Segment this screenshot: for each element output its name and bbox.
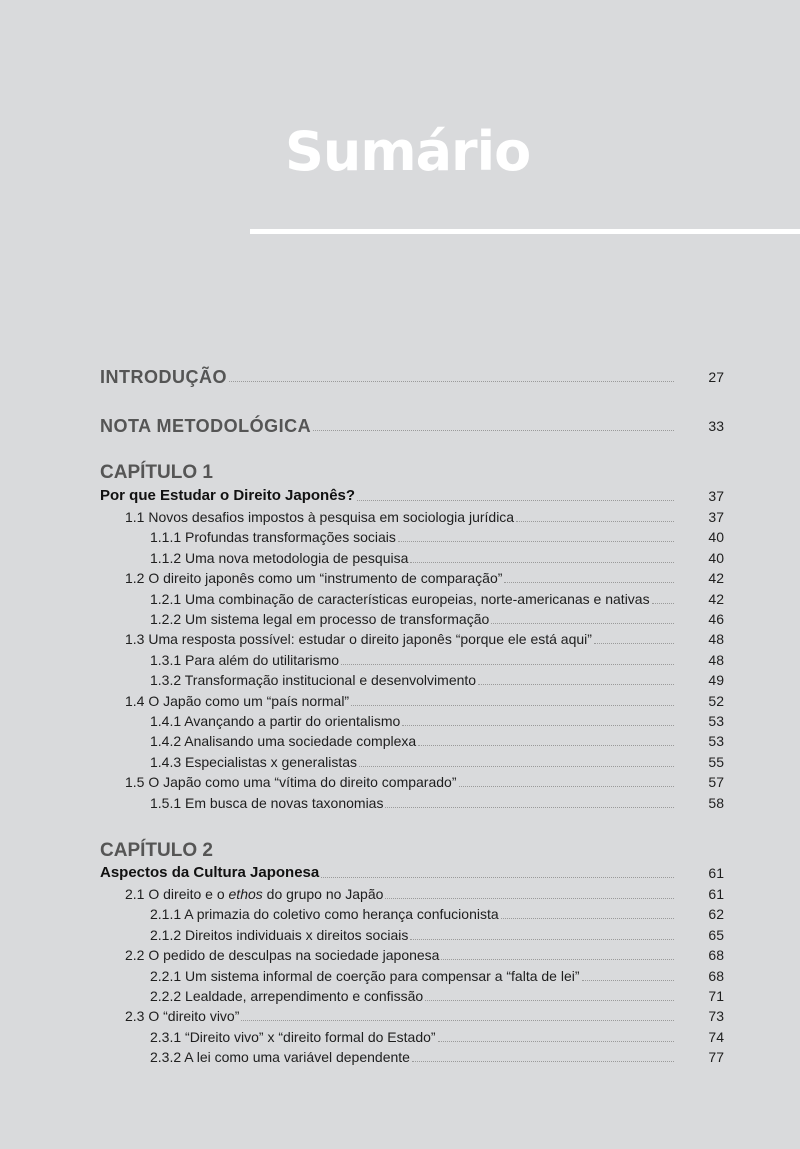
toc-entry-label: 2.2.2 Lealdade, arrependimento e confissão <box>150 988 424 1004</box>
toc-entry-label: 2.2 O pedido de desculpas na sociedade japonesa <box>125 947 440 964</box>
toc-entry[interactable] <box>100 628 724 648</box>
dot-leader <box>229 380 674 382</box>
dot-leader <box>359 765 674 767</box>
toc-entry-page: 40 <box>708 529 724 546</box>
dot-leader <box>313 429 674 431</box>
dot-leader <box>398 540 674 542</box>
dot-leader <box>501 917 674 919</box>
toc-entry[interactable] <box>100 985 724 1005</box>
toc-entry-page: 37 <box>708 488 724 504</box>
toc-entry-page: 42 <box>708 570 724 587</box>
toc-entry-page: 48 <box>708 631 724 648</box>
toc-entry-page: 42 <box>708 590 724 607</box>
toc-entry-page: 53 <box>708 713 724 729</box>
toc-entry[interactable] <box>100 965 724 985</box>
dot-leader <box>412 1060 674 1062</box>
toc-entry[interactable] <box>100 1005 724 1025</box>
toc-entry[interactable] <box>100 792 724 812</box>
toc-entry-label: 1.2 O direito japonês como um “instrumento de comparação” <box>125 570 503 587</box>
dot-leader <box>321 876 674 878</box>
dot-leader <box>582 979 674 981</box>
toc-entry[interactable] <box>100 1026 724 1046</box>
toc-entry-page: 62 <box>708 906 724 923</box>
toc-entry[interactable] <box>100 771 724 791</box>
toc-entry-page: 61 <box>708 865 724 881</box>
toc-entry-page: 46 <box>708 611 724 627</box>
dot-leader <box>385 806 674 808</box>
dot-leader <box>351 704 674 706</box>
toc-entry-label: 1.4.1 Avançando a partir do orientalismo <box>150 713 401 729</box>
dot-leader <box>652 602 674 604</box>
toc-entry-page: 33 <box>708 418 724 434</box>
chapter-title-entry[interactable] <box>100 485 724 505</box>
toc-entry[interactable] <box>100 588 724 608</box>
toc-entry-page: 40 <box>708 549 724 566</box>
dot-leader <box>478 683 674 685</box>
dot-leader <box>504 581 674 583</box>
toc-entry-label: 1.3.1 Para além do utilitarismo <box>150 651 340 668</box>
toc-entry-label: 1.5.1 Em busca de novas taxonomias <box>150 794 384 811</box>
dot-leader <box>385 897 674 899</box>
title-divider <box>250 229 800 234</box>
dot-leader <box>491 622 674 624</box>
toc-entry-page: 53 <box>708 733 724 750</box>
toc-entry[interactable] <box>100 649 724 669</box>
toc-entry-label: 1.4 O Japão como um “país normal” <box>125 692 350 709</box>
toc-entry-label: Por que Estudar o Direito Japonês? <box>100 487 356 504</box>
dot-leader <box>357 499 674 501</box>
dot-leader <box>418 744 674 746</box>
toc-entry-label: 1.5 O Japão como uma “vítima do direito comparado” <box>125 774 457 791</box>
dot-leader <box>410 561 674 563</box>
toc-entry-page: 37 <box>708 509 724 525</box>
dot-leader <box>341 663 674 665</box>
toc-entry[interactable] <box>100 526 724 546</box>
toc-entry-label: Aspectos da Cultura Japonesa <box>100 864 320 881</box>
page-title: Sumário <box>285 120 531 183</box>
toc-entry[interactable] <box>100 903 724 923</box>
toc-entry[interactable] <box>100 944 724 964</box>
toc-entry-label: 2.1 O direito e o ethos do grupo no Japão <box>125 886 384 902</box>
toc-entry[interactable] <box>100 547 724 567</box>
dot-leader <box>594 642 674 644</box>
toc-entry-page: 73 <box>708 1008 724 1025</box>
toc-entry[interactable] <box>100 751 724 771</box>
toc-entry-label: 1.4.2 Analisando uma sociedade complexa <box>150 733 417 750</box>
toc-entry-page: 55 <box>708 753 724 770</box>
dot-leader <box>441 958 674 960</box>
toc-entry-label: 1.2.1 Uma combinação de características europeias, norte-americanas e nativas <box>150 590 650 607</box>
toc-entry[interactable] <box>100 730 724 750</box>
toc-entry-page: 74 <box>708 1028 724 1045</box>
dot-leader <box>410 938 674 940</box>
toc-entry-page: 68 <box>708 947 724 964</box>
chapter-title-entry[interactable] <box>100 862 724 882</box>
toc-entry-page: 58 <box>708 794 724 811</box>
toc-entry-page: 61 <box>708 886 724 902</box>
toc-entry-label: 1.4.3 Especialistas x generalistas <box>150 753 357 770</box>
toc-entry-page: 27 <box>708 369 724 385</box>
toc-entry-page: 68 <box>708 967 724 984</box>
toc-entry-label: NOTA METODOLÓGICA <box>100 416 312 436</box>
toc-entry-label: 1.1.1 Profundas transformações sociais <box>150 529 396 546</box>
toc-entry[interactable] <box>100 669 724 689</box>
toc-entry-label: 2.1.2 Direitos individuais x direitos sociais <box>150 926 409 943</box>
toc-entry-label: INTRODUÇÃO <box>100 367 227 387</box>
toc-entry-label: 2.1.1 A primazia do coletivo como herança confucionista <box>150 906 499 923</box>
toc-entry-nota-metodologica[interactable] <box>100 415 724 435</box>
chapter-heading: CAPÍTULO 1 <box>100 462 213 483</box>
toc-entry-label: 2.3 O “direito vivo” <box>125 1008 240 1025</box>
chapter-heading: CAPÍTULO 2 <box>100 840 213 861</box>
dot-leader <box>241 1019 674 1021</box>
dot-leader <box>438 1040 674 1042</box>
toc-entry-label: 1.2.2 Um sistema legal em processo de transformação <box>150 611 490 627</box>
toc-entry-label: 1.1 Novos desafios impostos à pesquisa em sociologia jurídica <box>125 509 515 525</box>
toc-entry[interactable] <box>100 608 724 628</box>
toc-entry-label: 2.2.1 Um sistema informal de coerção para compensar a “falta de lei” <box>150 967 580 984</box>
toc-entry[interactable] <box>100 506 724 526</box>
toc-entry[interactable] <box>100 924 724 944</box>
dot-leader <box>402 724 674 726</box>
toc-entry-page: 57 <box>708 774 724 791</box>
toc-entry[interactable] <box>100 883 724 903</box>
toc-entry-page: 77 <box>708 1049 724 1066</box>
dot-leader <box>459 785 675 787</box>
toc-entry-introducao[interactable] <box>100 366 724 386</box>
dot-leader <box>516 520 674 522</box>
toc-entry-label: 1.3 Uma resposta possível: estudar o direito japonês “porque ele está aqui” <box>125 631 592 648</box>
toc-entry-page: 49 <box>708 672 724 689</box>
toc-entry-label: 2.3.2 A lei como uma variável dependente <box>150 1049 410 1066</box>
toc-entry-label: 1.1.2 Uma nova metodologia de pesquisa <box>150 549 409 566</box>
toc-entry-label: 1.3.2 Transformação institucional e desenvolvimento <box>150 672 477 689</box>
toc-entry-page: 71 <box>708 988 724 1004</box>
toc-entry-page: 65 <box>708 926 724 943</box>
toc-entry-page: 48 <box>708 651 724 668</box>
dot-leader <box>425 999 674 1001</box>
toc-entry[interactable] <box>100 567 724 587</box>
toc-entry[interactable] <box>100 1046 724 1066</box>
toc-entry-label: 2.3.1 “Direito vivo” x “direito formal do Estado” <box>150 1028 436 1045</box>
toc-entry-page: 52 <box>708 692 724 709</box>
toc-entry[interactable] <box>100 710 724 730</box>
toc-entry[interactable] <box>100 690 724 710</box>
